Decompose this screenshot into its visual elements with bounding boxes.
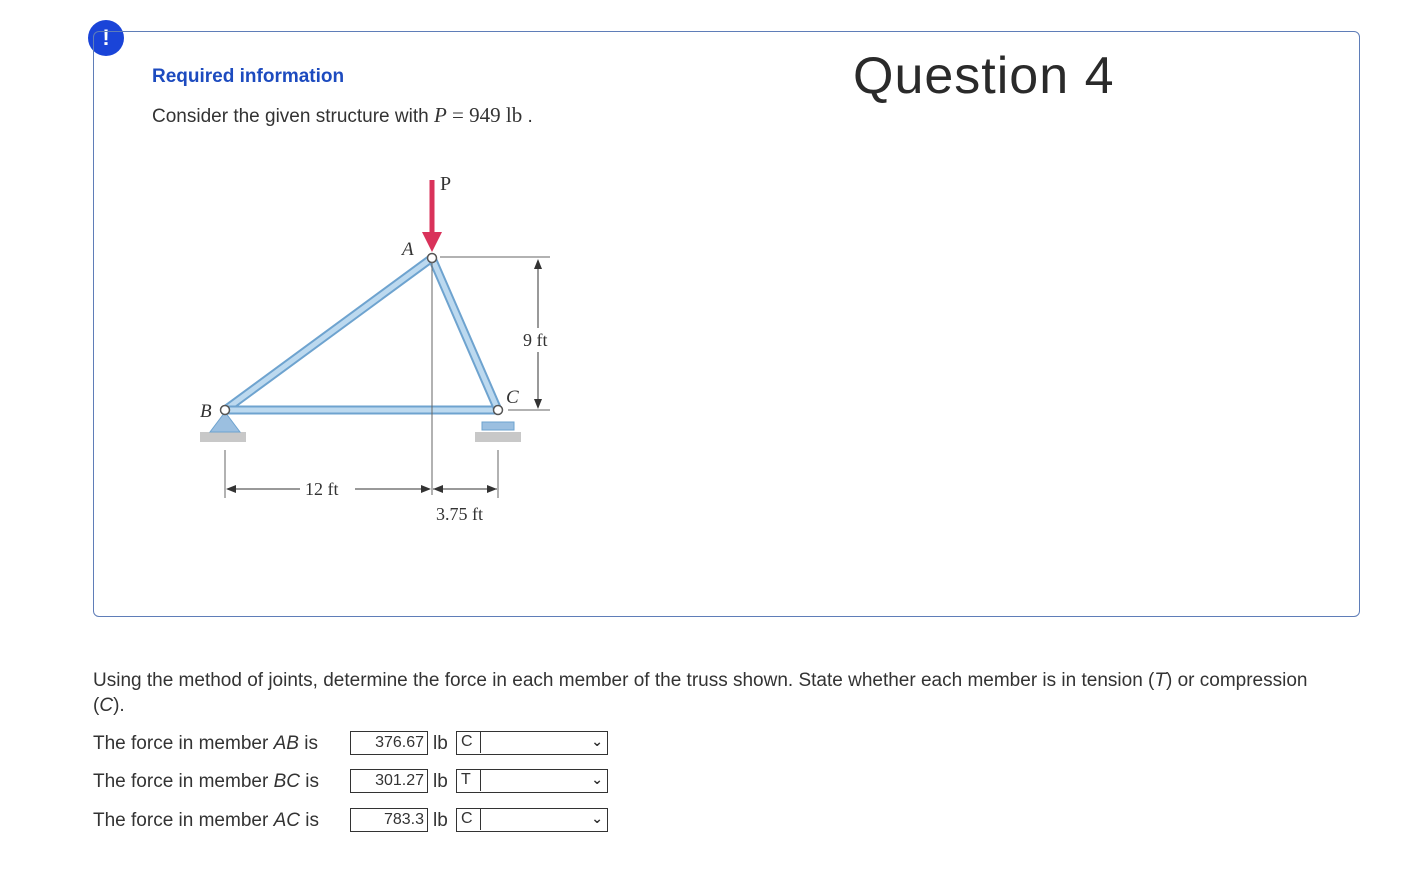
chevron-down-icon: ⌄ [591, 733, 603, 749]
joint-c [494, 406, 503, 415]
alert-icon: ! [88, 20, 124, 56]
height-label: 9 ft [523, 330, 548, 350]
selected-option: C [457, 732, 481, 753]
selected-option: T [457, 770, 481, 791]
problem-statement: Using the method of joints, determine the force in each member of the truss shown. State whether each member is in tension (T) or compression (C). [93, 670, 1308, 716]
force-bc-input[interactable]: 301.27 [350, 769, 428, 793]
state-ac-select[interactable] [456, 808, 608, 832]
intro-equation: = 949 lb [446, 103, 523, 127]
joint-a-label: A [402, 239, 414, 260]
load-label: P [440, 173, 452, 195]
force-ab-input[interactable]: 376.67 [350, 731, 428, 755]
answer-label: The force in member AB is [93, 733, 318, 754]
state-ab-select[interactable] [456, 731, 608, 755]
unit-label: lb [433, 733, 448, 754]
unit-label: lb [433, 771, 448, 792]
intro-lead: Consider the given structure with [152, 106, 434, 127]
selected-option: C [457, 809, 481, 830]
support-c-ground [475, 432, 521, 442]
joint-c-label: C [506, 387, 519, 408]
joint-b-label: B [200, 401, 212, 422]
support-c-roller [482, 422, 514, 430]
truss-diagram [190, 160, 590, 540]
chevron-down-icon: ⌄ [591, 810, 603, 826]
joint-a [428, 254, 437, 263]
question-title: Question 4 [853, 47, 1115, 105]
support-b-ground [200, 432, 246, 442]
intro-text: Consider the given structure with P = 949 lb . [152, 103, 533, 127]
answer-label: The force in member AC is [93, 810, 319, 831]
required-info-heading: Required information [152, 66, 345, 87]
right-span-label: 3.75 ft [436, 504, 483, 524]
state-bc-select[interactable] [456, 769, 608, 793]
answer-label: The force in member BC is [93, 771, 319, 792]
force-ac-input[interactable]: 783.3 [350, 808, 428, 832]
unit-label: lb [433, 810, 448, 831]
left-span-label: 12 ft [305, 479, 339, 499]
chevron-down-icon: ⌄ [591, 771, 603, 787]
intro-variable: P [433, 103, 447, 127]
joint-b [221, 406, 230, 415]
